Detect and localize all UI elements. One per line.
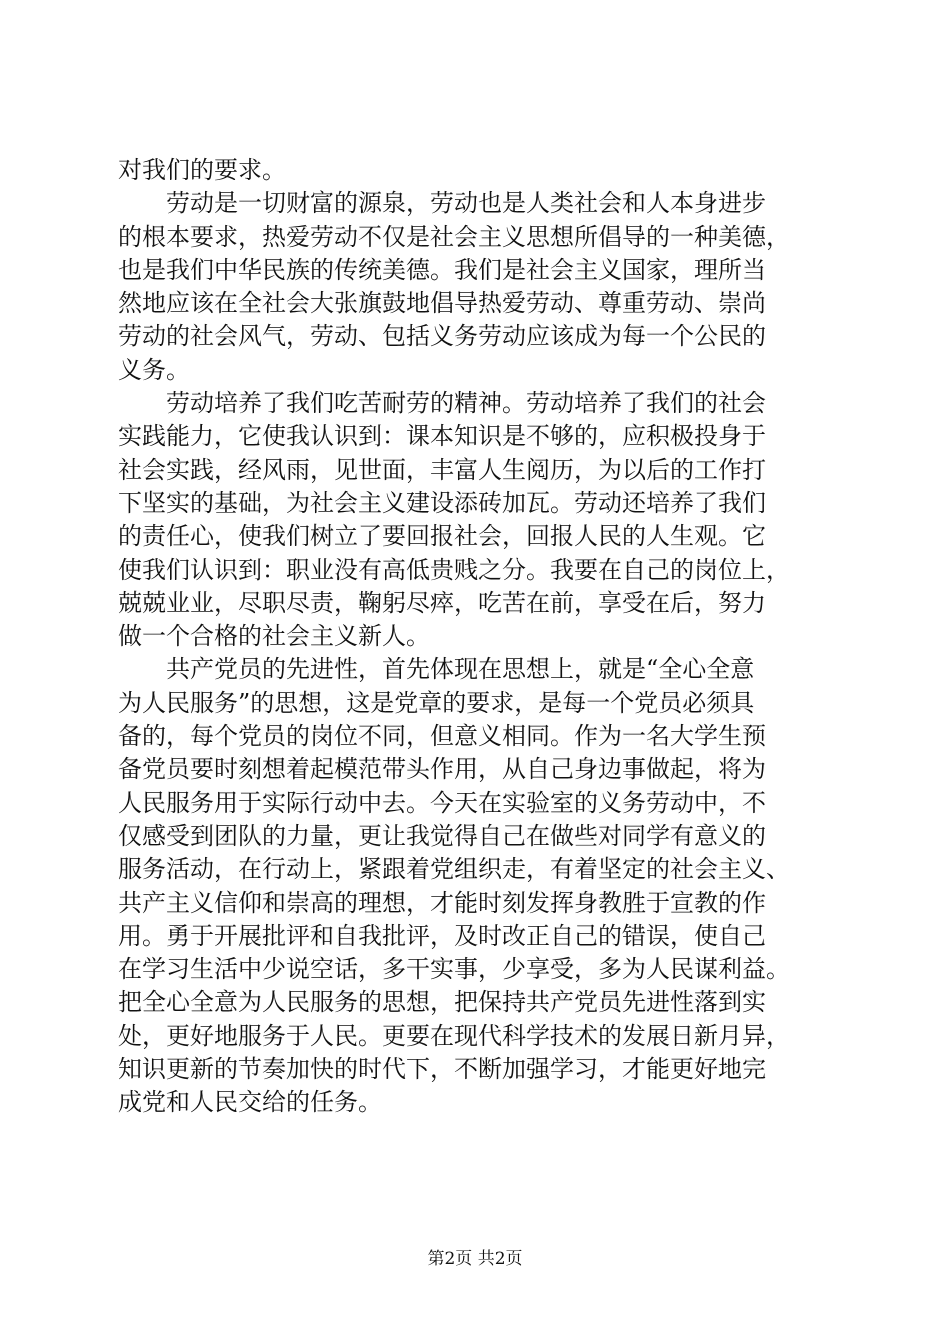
page-footer: 第2页 共2页 <box>427 1249 523 1269</box>
text-line: 共产主义信仰和崇高的理想，才能时刻发挥身教胜于宣教的作 <box>118 888 766 917</box>
text-line: 共产党员的先进性，首先体现在思想上，就是“全心全意 <box>118 655 755 684</box>
text-line: 为人民服务”的思想，这是党章的要求，是每一个党员必须具 <box>118 688 755 717</box>
text-line: 服务活动，在行动上，紧跟着党组织走，有着坚定的社会主义、 <box>118 855 790 884</box>
text-line: 下坚实的基础，为社会主义建设添砖加瓦。劳动还培养了我们 <box>118 488 766 517</box>
text-line: 劳动是一切财富的源泉，劳动也是人类社会和人本身进步 <box>118 189 766 218</box>
text-line: 义务。 <box>118 355 190 384</box>
text-line: 做一个合格的社会主义新人。 <box>118 622 430 651</box>
text-line: 然地应该在全社会大张旗鼓地倡导热爱劳动、尊重劳动、崇尚 <box>118 289 766 318</box>
text-line: 劳动的社会风气，劳动、包括义务劳动应该成为每一个公民的 <box>118 322 766 351</box>
text-line: 使我们认识到：职业没有高低贵贱之分。我要在自己的岗位上， <box>118 555 790 584</box>
text-line: 对我们的要求。 <box>118 156 286 184</box>
text-line: 把全心全意为人民服务的思想，把保持共产党员先进性落到实 <box>118 988 766 1017</box>
text-line: 人民服务用于实际行动中去。今天在实验室的义务劳动中，不 <box>118 788 766 817</box>
text-line: 处，更好地服务于人民。更要在现代科学技术的发展日新月异， <box>118 1021 790 1050</box>
text-line: 备党员要时刻想着起模范带头作用，从自己身边事做起，将为 <box>118 755 766 784</box>
text-line: 兢兢业业，尽职尽责，鞠躬尽瘁，吃苦在前，享受在后，努力 <box>118 588 766 617</box>
text-line: 劳动培养了我们吃苦耐劳的精神。劳动培养了我们的社会 <box>118 389 766 418</box>
text-line: 用。勇于开展批评和自我批评，及时改正自己的错误，使自己 <box>118 921 766 950</box>
text-line: 社会实践，经风雨，见世面，丰富人生阅历，为以后的工作打 <box>118 455 766 484</box>
text-line: 的责任心，使我们树立了要回报社会，回报人民的人生观。它 <box>118 522 766 551</box>
text-line: 备的，每个党员的岗位不同，但意义相同。作为一名大学生预 <box>118 722 766 751</box>
text-line: 在学习生活中少说空话，多干实事，少享受，多为人民谋利益。 <box>118 955 790 984</box>
text-line: 也是我们中华民族的传统美德。我们是社会主义国家，理所当 <box>118 255 766 284</box>
body-text <box>118 154 838 1120</box>
text-line: 仅感受到团队的力量，更让我觉得自己在做些对同学有意义的 <box>118 821 766 850</box>
text-line: 成党和人民交给的任务。 <box>118 1088 382 1117</box>
text-line: 实践能力，它使我认识到：课本知识是不够的，应积极投身于 <box>118 422 766 451</box>
text-line: 知识更新的节奏加快的时代下，不断加强学习，才能更好地完 <box>118 1055 766 1084</box>
text-line: 的根本要求，热爱劳动不仅是社会主义思想所倡导的一种美德， <box>118 222 790 251</box>
